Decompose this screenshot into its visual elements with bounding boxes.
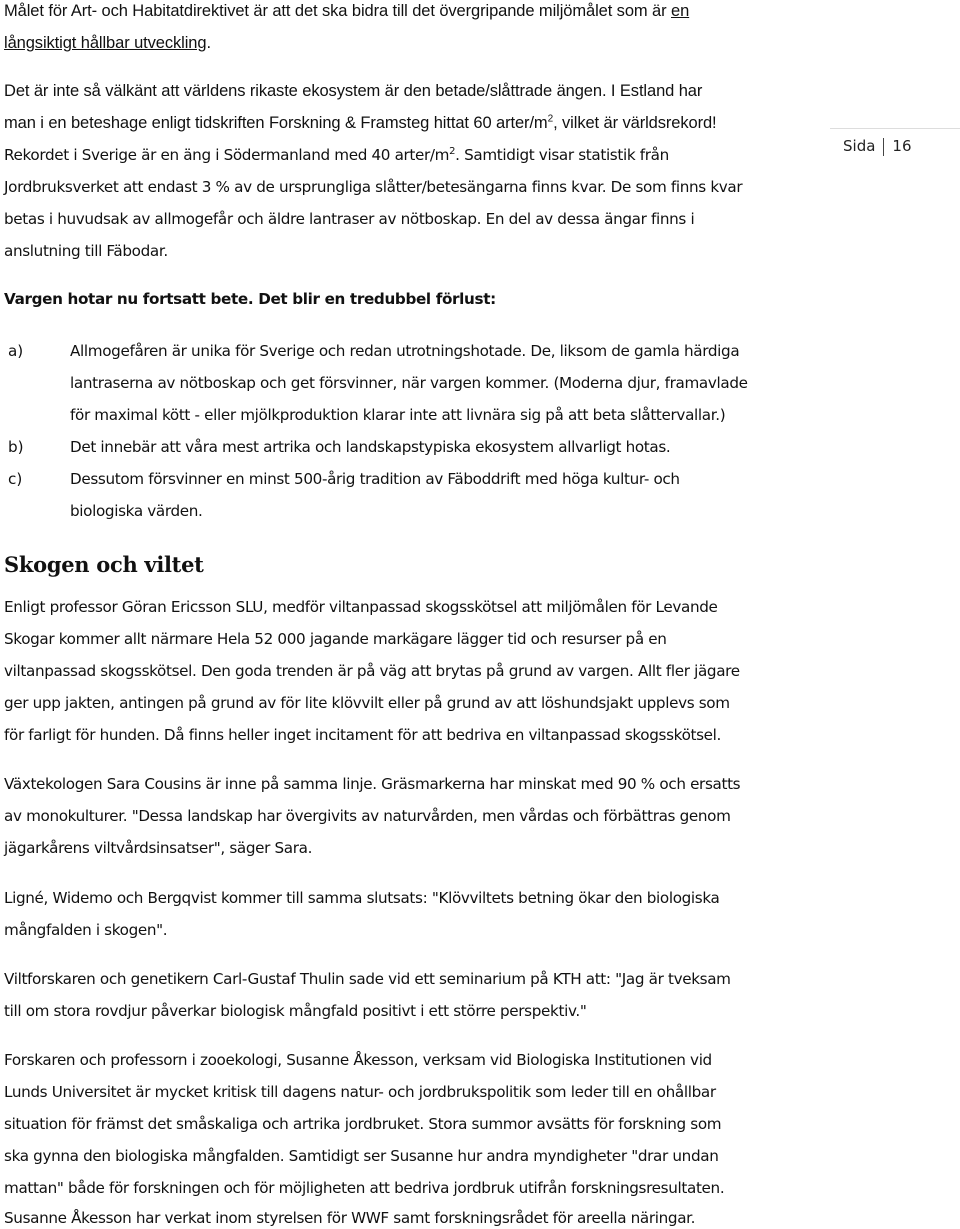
list-marker-c: c) [8, 470, 23, 488]
list-item-a-line-2: lantraserna av nötboskap och get försvinner, när vargen kommer. (Moderna djur, framavlade [70, 374, 748, 392]
para-1-line-4: ger upp jakten, antingen på grund av för lite klövvilt eller på grund av att löshundsjakt upplevs som [4, 694, 730, 712]
p1-line-6: anslutning till Fäbodar. [4, 242, 168, 260]
intro-end: . [206, 34, 211, 52]
page-label: Sida [843, 137, 876, 155]
intro-link-part-2[interactable]: långsiktigt hållbar utveckling [4, 34, 207, 52]
intro-link-part-1[interactable]: en [671, 2, 690, 20]
list-item-b-line-1: Det innebär att våra mest artrika och landskapstypiska ekosystem allvarligt hotas. [70, 438, 671, 456]
para-5-line-2: Lunds Universitet är mycket kritisk till dagens natur- och jordbrukspolitik som leder till en ohållbar [4, 1083, 716, 1101]
p1-line-4: Jordbruksverket att endast 3 % av de ursprungliga slåtter/betesängarna finns kvar. De som finns kvar [4, 178, 743, 196]
para-3-line-1: Ligné, Widemo och Bergqvist kommer till samma slutsats: "Klövviltets betning ökar den biologiska [4, 889, 720, 907]
p1-line-3 [4, 145, 669, 165]
superscript: 2 [547, 113, 554, 125]
p1-line-3a: Rekordet i Sverige är en äng i Södermanland med 40 arter/m [4, 146, 450, 164]
header-rule [830, 128, 960, 129]
intro-line-1 [4, 1, 689, 21]
para-5-line-6: Susanne Åkesson har verkat inom styrelsen för WWF samt forskningsrådet för areella näringar. [4, 1209, 696, 1227]
list-marker-b: b) [8, 438, 24, 456]
page-num: 16 [892, 137, 912, 155]
threat-line [4, 289, 496, 309]
para-5-line-5: mattan" både för forskningen och för möjligheten att bedriva jordbruk utifrån forskningsresultaten. [4, 1179, 725, 1197]
intro-text: Målet för Art- och Habitatdirektivet är att det ska bidra till det övergripande miljömålet som är [4, 2, 671, 20]
para-5-line-3: situation för främst det småskaliga och artrika jordbruket. Stora summor avsätts för forskning som [4, 1115, 722, 1133]
para-5-line-1: Forskaren och professorn i zooekologi, Susanne Åkesson, verksam vid Biologiska Institutionen vid [4, 1051, 712, 1069]
intro-line-2 [4, 33, 211, 53]
p1-line-1: Det är inte så välkänt att världens rikaste ekosystem är den betade/slåttrade ängen. I Estland har [4, 82, 703, 100]
page-number [843, 137, 912, 156]
p1-line-2a: man i en beteshage enligt tidskriften Forskning & Framsteg hittat 60 arter/m [4, 114, 548, 132]
para-2-line-1: Växtekologen Sara Cousins är inne på samma linje. Gräsmarkerna har minskat med 90 % och ersatts [4, 775, 741, 793]
list-marker-a: a) [8, 342, 24, 360]
para-2-line-3: jägarkårens viltvårdsinsatser", säger Sara. [4, 839, 313, 857]
para-1-line-1: Enligt professor Göran Ericsson SLU, medför viltanpassad skogsskötsel att miljömålen för Levande [4, 598, 718, 616]
list-item-c-line-1: Dessutom försvinner en minst 500-årig tradition av Fäboddrift med höga kultur- och [70, 470, 680, 488]
para-1-line-2: Skogar kommer allt närmare Hela 52 000 jagande markägare lägger tid och resurser på en [4, 630, 667, 648]
threat-bold-a: Vargen hotar nu fortsatt bete. [4, 290, 254, 308]
para-5-line-4: ska gynna den biologiska mångfalden. Samtidigt ser Susanne hur andra myndigheter "drar undan [4, 1147, 719, 1165]
page-divider [883, 138, 884, 156]
para-4-line-1: Viltforskaren och genetikern Carl-Gustaf Thulin sade vid ett seminarium på KTH att: "Jag är tveksam [4, 970, 731, 988]
para-2-line-2: av monokulturer. "Dessa landskap har övergivits av naturvården, men vårdas och förbättras genom [4, 807, 731, 825]
para-1-line-5: för farligt för hunden. Då finns heller inget incitament för att bedriva en viltanpassad skogsskötsel. [4, 726, 722, 744]
p1-line-5: betas i huvudsak av allmogefår och äldre lantraser av nötboskap. En del av dessa ängar finns i [4, 210, 695, 228]
list-item-c-line-2: biologiska värden. [70, 502, 203, 520]
p1-line-2 [4, 113, 717, 133]
list-item-a-line-1: Allmogefåren är unika för Sverige och redan utrotningshotade. De, liksom de gamla härdiga [70, 342, 740, 360]
p1-line-2b: , vilket är världsrekord! [553, 114, 717, 132]
section-heading: Skogen och viltet [4, 552, 204, 577]
threat-bold-b: Det blir en tredubbel förlust: [253, 290, 496, 308]
para-4-line-2: till om stora rovdjur påverkar biologisk mångfald positivt i ett större perspektiv." [4, 1002, 587, 1020]
p1-line-3b: . Samtidigt visar statistik från [455, 146, 669, 164]
para-3-line-2: mångfalden i skogen". [4, 921, 168, 939]
superscript: 2 [449, 145, 456, 157]
para-1-line-3: viltanpassad skogsskötsel. Den goda trenden är på väg att brytas på grund av vargen. Allt fler jägare [4, 662, 740, 680]
list-item-a-line-3: för maximal kött - eller mjölkproduktion klarar inte att livnära sig på att beta slåttervallar.) [70, 406, 726, 424]
